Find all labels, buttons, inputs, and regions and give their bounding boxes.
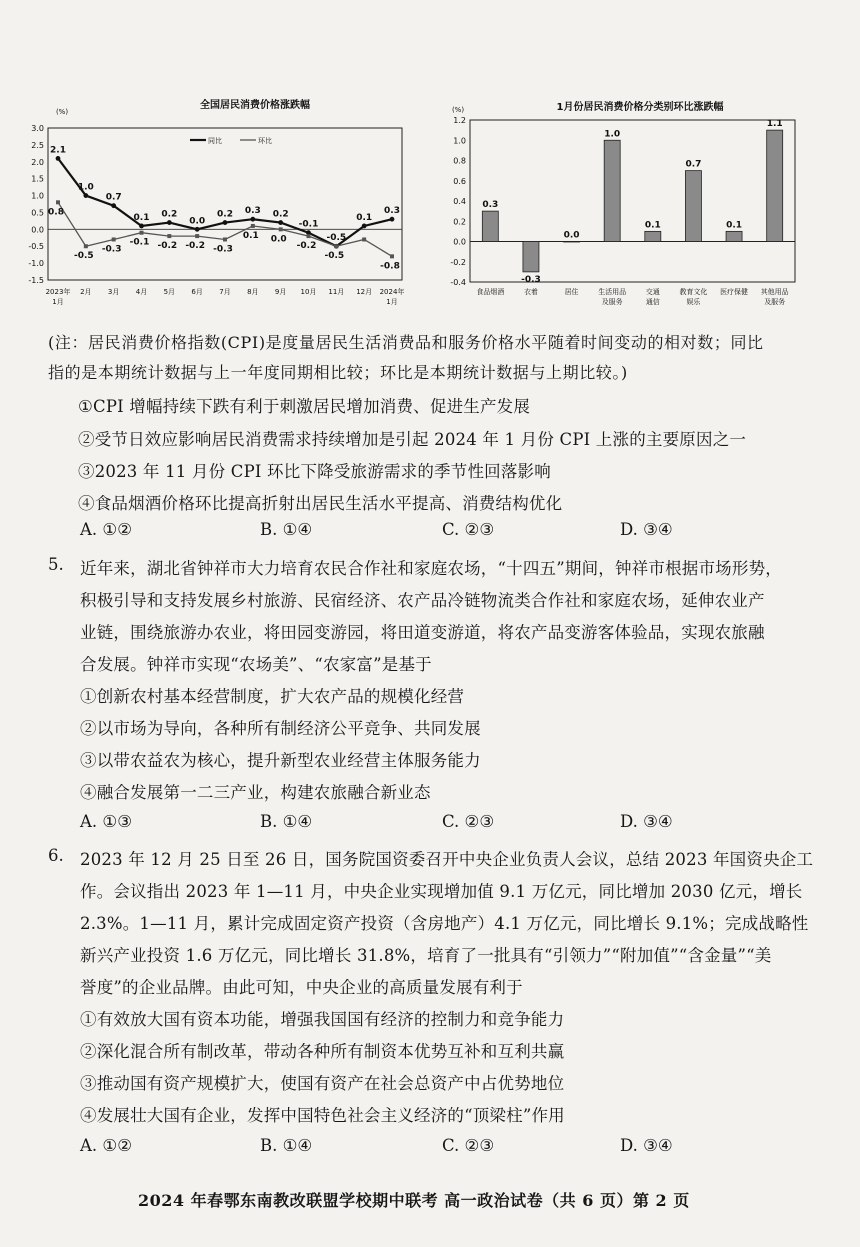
y-tick-label: 0.8 xyxy=(453,156,466,166)
bar xyxy=(726,231,742,241)
q5-stem-3: 业链，围绕旅游办农业，将田园变游园，将田道变游道，将农产品变游客体验品，实现农旅融 xyxy=(80,623,765,642)
data-point xyxy=(111,203,116,208)
data-label: 0.1 xyxy=(726,220,743,231)
x-tick-label: 6月 xyxy=(191,288,203,296)
data-point xyxy=(139,224,144,229)
q5-item-1: ①创新农村基本经营制度，扩大农产品的规模化经营 xyxy=(80,687,465,706)
x-tick-label: 及服务 xyxy=(601,298,623,306)
data-point xyxy=(112,237,116,241)
x-tick-label: 3月 xyxy=(107,288,120,296)
x-tick-label: 衣着 xyxy=(523,288,538,296)
data-point xyxy=(195,227,200,232)
x-tick-label: 生活用品 xyxy=(598,288,627,296)
data-point xyxy=(390,217,395,222)
option-b[interactable]: B. ①④ xyxy=(260,520,313,539)
x-tick-label: 10月 xyxy=(300,288,317,296)
x-tick-label: 教育文化 xyxy=(679,288,708,296)
question-number: 5. xyxy=(48,555,64,574)
x-tick-label: 居住 xyxy=(564,288,579,296)
bar xyxy=(523,242,539,272)
data-point xyxy=(56,200,60,204)
note-line-1: (注：居民消费价格指数(CPI)是度量居民生活消费品和服务价格水平随着时间变动的相对数；同比 xyxy=(48,333,764,352)
q5-stem-2: 积极引导和支持发展乡村旅游、民宿经济、农产品冷链物流类合作社和家庭农场，延伸农业产 xyxy=(80,591,765,610)
bar xyxy=(767,130,783,241)
x-tick-label: 7月 xyxy=(219,288,231,296)
option-a[interactable]: A. ①③ xyxy=(80,812,132,831)
data-label: -0.3 xyxy=(521,274,541,285)
data-label: -0.3 xyxy=(213,244,233,255)
x-tick-label: 通信 xyxy=(645,298,660,306)
data-label: -0.2 xyxy=(296,241,317,252)
y-tick-label: 1.0 xyxy=(453,136,466,146)
data-label: -0.1 xyxy=(298,219,319,230)
data-point xyxy=(362,224,367,229)
y-tick-label: 1.0 xyxy=(31,191,44,201)
option-a[interactable]: A. ①② xyxy=(80,520,132,539)
y-tick-label: -0.2 xyxy=(450,257,466,267)
y-axis-unit: (%) xyxy=(55,108,69,116)
q6-stem-5: 誉度”的企业品牌。由此可知，中央企业的高质量发展有利于 xyxy=(80,978,523,997)
legend-label: 同比 xyxy=(208,137,222,145)
x-tick-label: 11月 xyxy=(328,288,345,296)
option-d[interactable]: D. ③④ xyxy=(620,520,673,539)
y-tick-label: -1.5 xyxy=(28,276,44,285)
x-tick-label: 2024年 xyxy=(379,288,405,296)
data-point xyxy=(251,224,255,228)
note-line-2: 指的是本期统计数据与上一年度同期相比较；环比是本期统计数据与上期比较。) xyxy=(48,363,628,382)
data-point xyxy=(56,156,61,161)
cpi-line-chart xyxy=(10,92,430,322)
y-tick-label: 0.6 xyxy=(453,176,466,186)
data-point xyxy=(84,244,88,248)
data-label: 0.7 xyxy=(685,159,702,170)
option-c[interactable]: C. ②③ xyxy=(442,1136,495,1155)
q6-stem-4: 新兴产业投资 1.6 万亿元，同比增长 31.8%，培育了一批具有“引领力”“附加值”“含金量”“美 xyxy=(80,946,772,965)
q5-item-3: ③以带农益农为核心，提升新型农业经营主体服务能力 xyxy=(80,751,481,770)
data-point xyxy=(223,237,227,241)
data-point xyxy=(83,193,88,198)
y-axis-unit: (%) xyxy=(451,106,465,114)
data-label: -0.5 xyxy=(326,233,347,244)
plot-frame xyxy=(470,120,795,282)
q6-stem-3: 2.3%。1—11 月，累计完成固定资产投资（含房地产）4.1 万亿元，同比增长 9.1%；完成战略性 xyxy=(80,914,809,933)
data-point xyxy=(167,220,172,225)
option-d[interactable]: D. ③④ xyxy=(620,1136,673,1155)
y-tick-label: 1.5 xyxy=(31,174,44,184)
q6-item-4: ④发展壮大国有企业，发挥中国特色社会主义经济的“顶梁柱”作用 xyxy=(80,1106,565,1125)
legend-label: 环比 xyxy=(258,137,272,145)
q5-stem-4: 合发展。钟祥市实现“农场美”、“农家富”是基于 xyxy=(80,655,432,674)
legend xyxy=(190,136,272,145)
data-label: 0.0 xyxy=(270,234,287,245)
data-point xyxy=(195,234,199,238)
x-tick-label: 4月 xyxy=(135,288,148,296)
data-label: 0.1 xyxy=(356,212,373,223)
bar xyxy=(685,171,701,242)
data-point xyxy=(334,244,338,248)
x-tick-label: 5月 xyxy=(163,288,176,296)
y-tick-label: -1.0 xyxy=(28,259,44,269)
plot-frame xyxy=(48,128,402,280)
x-tick-label: 8月 xyxy=(247,288,259,296)
question-number: 6. xyxy=(48,846,64,865)
x-tick-label: 9月 xyxy=(274,288,287,296)
q6-item-2: ②深化混合所有制改革，带动各种所有制资本优势互补和互利共赢 xyxy=(80,1042,565,1061)
data-label: 1.0 xyxy=(77,182,94,193)
data-point xyxy=(390,254,394,258)
y-tick-label: 0.0 xyxy=(31,225,44,235)
category-bar-chart xyxy=(440,92,830,322)
y-tick-label: 0.0 xyxy=(453,237,466,247)
q6-stem-2: 作。会议指出 2023 年 1—11 月，中央企业实现增加值 9.1 万亿元，同比增加 2030 亿元，增长 xyxy=(80,882,803,901)
option-b[interactable]: B. ①④ xyxy=(260,812,313,831)
x-tick-label: 交通 xyxy=(645,288,660,296)
data-label: -0.2 xyxy=(157,241,178,252)
y-tick-label: -0.4 xyxy=(450,278,466,287)
chart-title: 1月份居民消费价格分类别环比涨跌幅 xyxy=(556,102,724,113)
q6-item-3: ③推动国有资产规模扩大，使国有资产在社会总资产中占优势地位 xyxy=(80,1074,565,1093)
x-tick-label: 食品烟酒 xyxy=(476,288,505,296)
data-point xyxy=(223,220,228,225)
x-tick-label: 1月 xyxy=(52,298,64,306)
data-label: 1.1 xyxy=(766,119,783,130)
x-tick-label: 其他用品 xyxy=(760,288,789,296)
data-label: 0.1 xyxy=(242,230,259,241)
data-label: 0.0 xyxy=(189,216,206,227)
option-a[interactable]: A. ①② xyxy=(80,1136,132,1155)
data-label: 0.7 xyxy=(105,192,122,203)
chart-title: 全国居民消费价格涨跌幅 xyxy=(200,100,310,111)
data-label: 1.0 xyxy=(604,129,621,140)
data-point xyxy=(167,234,171,238)
x-tick-label: 1月 xyxy=(386,298,398,306)
q6-item-1: ①有效放大国有资本功能，增强我国国有经济的控制力和竞争能力 xyxy=(80,1010,565,1029)
data-point xyxy=(250,217,255,222)
data-label: 0.0 xyxy=(563,230,580,241)
data-point xyxy=(362,237,366,241)
data-label: -0.2 xyxy=(185,241,206,252)
data-label: 0.3 xyxy=(384,206,400,217)
x-tick-label: 医疗保健 xyxy=(720,288,749,296)
data-label: 2.1 xyxy=(50,145,66,156)
data-label: -0.5 xyxy=(324,251,345,262)
option-c[interactable]: C. ②③ xyxy=(442,520,495,539)
y-tick-label: 2.0 xyxy=(31,157,44,167)
option-c[interactable]: C. ②③ xyxy=(442,812,495,831)
x-tick-label: 及服务 xyxy=(764,298,786,306)
option-d[interactable]: D. ③④ xyxy=(620,812,673,831)
q5-item-4: ④融合发展第一二三产业，构建农旅融合新业态 xyxy=(80,783,431,802)
data-label: -0.3 xyxy=(101,244,122,255)
data-point xyxy=(140,231,144,235)
y-tick-label: 0.2 xyxy=(453,217,466,227)
q4-item-1: ①CPI 增幅持续下跌有利于刺激居民增加消费、促进生产发展 xyxy=(78,397,531,416)
data-label: 0.8 xyxy=(48,207,64,218)
data-label: 0.2 xyxy=(272,209,289,220)
q5-stem-1: 近年来，湖北省钟祥市大力培育农民合作社和家庭农场，“十四五”期间，钟祥市根据市场形势， xyxy=(80,559,782,578)
y-tick-label: 3.0 xyxy=(31,124,44,133)
data-label: 0.2 xyxy=(217,209,233,220)
y-tick-label: 2.5 xyxy=(31,140,44,150)
x-tick-label: 娱乐 xyxy=(686,298,701,306)
y-tick-label: 0.4 xyxy=(453,197,466,206)
x-tick-label: 2023年 xyxy=(45,288,71,296)
y-tick-label: -0.5 xyxy=(28,242,44,252)
data-label: 0.1 xyxy=(644,220,661,231)
data-label: 0.3 xyxy=(482,200,499,211)
y-tick-label: 0.5 xyxy=(31,208,44,218)
q5-item-2: ②以市场为导向，各种所有制经济公平竞争、共同发展 xyxy=(80,719,481,738)
bar xyxy=(645,231,661,241)
page-footer: 2024 年春鄂东南教改联盟学校期中联考 高一政治试卷（共 6 页）第 2 页 xyxy=(138,1191,690,1210)
data-label: 0.1 xyxy=(133,212,150,223)
data-label: 0.2 xyxy=(161,209,178,220)
q4-item-2: ②受节日效应影响居民消费需求持续增加是引起 2024 年 1 月份 CPI 上涨的主要原因之一 xyxy=(78,430,747,449)
q6-stem-1: 2023 年 12 月 25 日至 26 日，国务院国资委召开中央企业负责人会议，总结 2023 年国资央企工 xyxy=(80,850,814,869)
bar xyxy=(564,242,580,243)
q4-item-4: ④食品烟酒价格环比提高折射出居民生活水平提高、消费结构优化 xyxy=(78,494,563,513)
data-label: 0.3 xyxy=(244,206,261,217)
x-tick-label: 12月 xyxy=(356,288,373,296)
bar xyxy=(604,140,620,241)
data-label: -0.1 xyxy=(129,237,150,248)
y-tick-label: 1.2 xyxy=(453,116,466,125)
data-label: -0.5 xyxy=(73,251,94,262)
data-point xyxy=(278,220,283,225)
bar xyxy=(482,211,498,241)
option-b[interactable]: B. ①④ xyxy=(260,1136,313,1155)
q4-item-3: ③2023 年 11 月份 CPI 环比下降受旅游需求的季节性回落影响 xyxy=(78,462,551,481)
data-point xyxy=(279,227,283,231)
data-point xyxy=(307,234,311,238)
x-tick-label: 2月 xyxy=(80,288,92,296)
data-label: -0.8 xyxy=(380,261,400,272)
